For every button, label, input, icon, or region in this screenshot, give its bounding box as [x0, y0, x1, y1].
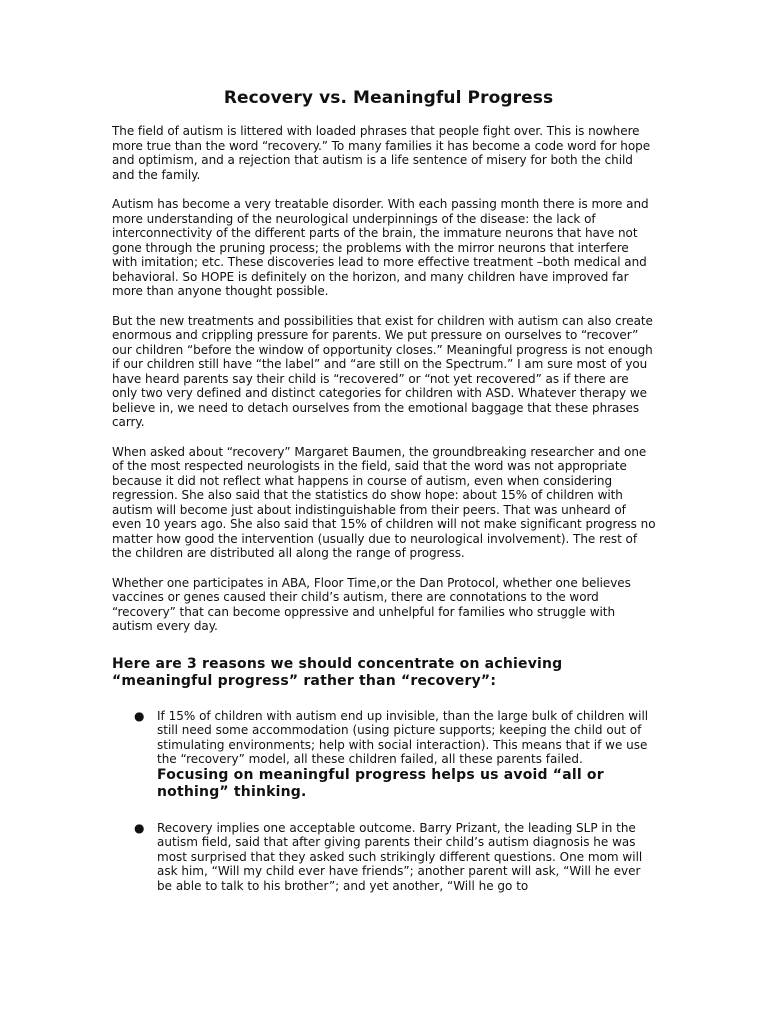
- bullet-text: If 15% of children with autism end up invisible, than the large bulk of children will still need some accommodation (using picture supports; keeping the child out of stimulating environments; help with social interaction). This means that if we use the “recovery” model, all these children failed, all these parents failed.: [157, 708, 649, 766]
- document-page: [112, 88, 657, 913]
- document-title: Recovery vs. Meaningful Progress: [223, 88, 554, 108]
- list-item: [112, 821, 657, 894]
- bullet-emphasis: Focusing on meaningful progress helps us avoid “all or nothing” thinking.: [157, 766, 604, 800]
- bullet-icon: ●: [134, 708, 145, 723]
- reasons-heading: Here are 3 reasons we should concentrate on achieving “meaningful progress” rather than “recovery”:: [112, 655, 563, 689]
- paragraph-2: Autism has become a very treatable disorder. With each passing month there is more and more understanding of the neurological underpinnings of the disease: the lack of interconnectivity of the different parts of the brain, the immature neurons that have not gone through the pruning process; the problems with the mirror neurons that interfere with imitation; etc. These discoveries lead to more effective treatment –both medical and behavioral. So HOPE is definitely on the horizon, and many children have improved far more than anyone thought possible.: [112, 197, 649, 298]
- paragraph-1: The field of autism is littered with loaded phrases that people fight over. This is nowhere more true than the word “recovery.” To many families it has become a code word for hope and optimism, and a rejection that autism is a life sentence of misery for both the child and the family.: [112, 124, 651, 182]
- reasons-list: [112, 709, 657, 894]
- list-item: [112, 709, 657, 801]
- bullet-icon: ●: [134, 820, 145, 835]
- paragraph-5: Whether one participates in ABA, Floor Time,or the Dan Protocol, whether one believes vaccines or genes caused their child’s autism, there are connotations to the word “recovery” that can become oppressive and unhelpful for families who struggle with autism every day.: [112, 575, 631, 633]
- paragraph-3: But the new treatments and possibilities that exist for children with autism can also create enormous and crippling pressure for parents. We put pressure on ourselves to “recover” our children “before the window of opportunity closes.” Meaningful progress is not enough if our children still have “the label” and “are still on the Spectrum.” I am sure most of you have heard parents say their child is “recovered” or “not yet recovered” as if there are only two very defined and distinct categories for children with ASD. Whatever therapy we believe in, we need to detach ourselves from the emotional baggage that these phrases carry.: [112, 313, 653, 429]
- bullet-text: Recovery implies one acceptable outcome. Barry Prizant, the leading SLP in the autism field, said that after giving parents their child’s autism diagnosis he was most surprised that they asked such strikingly different questions. One mom will ask him, “Will my child ever have friends”; another parent will ask, “Will he ever be able to talk to his brother”; and yet another, “Will he go to: [157, 820, 643, 893]
- paragraph-4: When asked about “recovery” Margaret Baumen, the groundbreaking researcher and one of the most respected neurologists in the field, said that the word was not appropriate because it did not reflect what happens in course of autism, even when considering regression. She also said that the statistics do show hope: about 15% of children with autism will become just about indistinguishable from their peers. That was unheard of even 10 years ago. She also said that 15% of children will not make significant progress no matter how good the intervention (usually due to neurological involvement). The rest of the children are distributed all along the range of progress.: [112, 444, 656, 560]
